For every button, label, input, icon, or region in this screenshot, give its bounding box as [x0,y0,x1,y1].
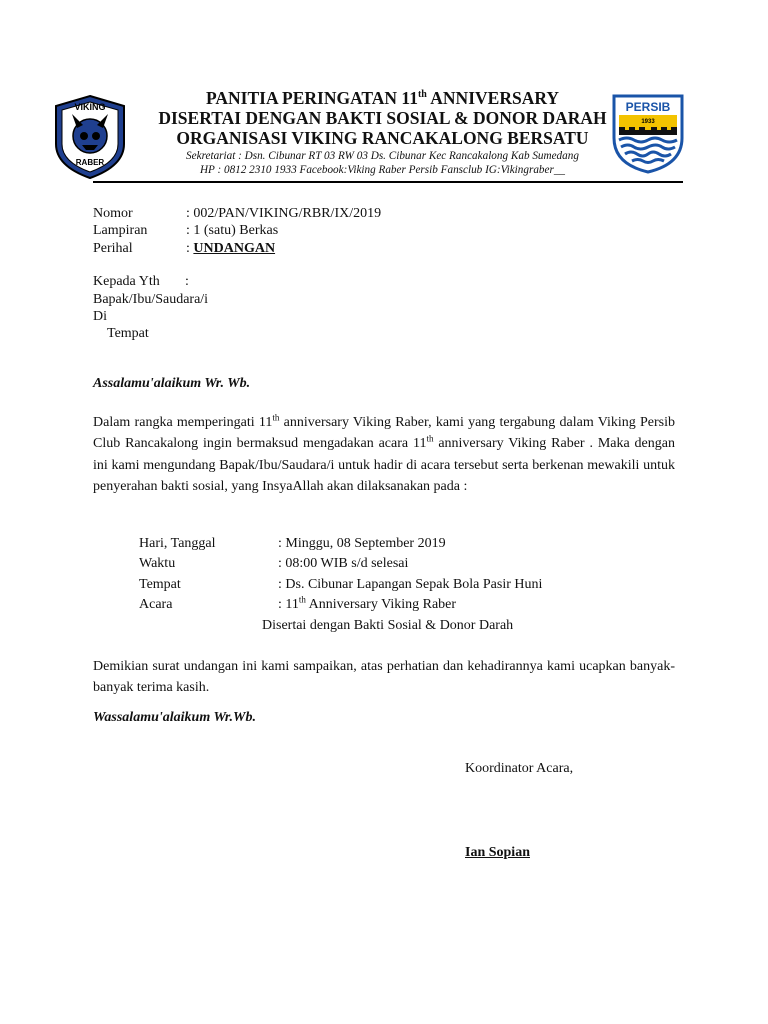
acara-extra: Disertai dengan Bakti Sosial & Donor Darah [262,618,514,633]
viking-logo-top-text: VIKING [74,102,106,112]
header-title-text: PANITIA PERINGATAN 11 [206,88,418,108]
header-divider [93,181,683,183]
header-address: Sekretariat : Dsn. Cibunar RT 03 RW 03 Ds. Cibunar Kec Rancakalong Kab Sumedang [186,150,579,162]
nomor-value: : 002/PAN/VIKING/RBR/IX/2019 [186,206,382,221]
closing-paragraph: Demikian surat undangan ini kami sampaikan, atas perhatian dan kehadirannya kami ucapkan banyak-banyak terima kasih. [93,659,675,696]
recipient-kepada: Kepada Yth [93,274,160,289]
body-sup-2: th [426,433,434,444]
body-text-b: anniversary Viking Raber, kami yang tergabung dalam Viking Persib Club Rancakalong ingin bermaksud mengadakan acara 11 [93,415,675,452]
lampiran-value: : 1 (satu) Berkas [186,223,279,238]
body-paragraph [93,412,675,497]
viking-logo-bottom-text: RABER [75,158,105,167]
viking-raber-logo [50,92,130,182]
perihal-subject: UNDANGAN [193,241,276,256]
header-contact: HP : 0812 2310 1933 Facebook:Viking Raber Persib Fansclub IG:Vikingraber__ [199,164,566,176]
signature-role: Koordinator Acara, [465,761,574,776]
nomor-label: Nomor [93,206,133,221]
header-title-text-end: ANNIVERSARY [426,88,559,108]
header-title-sup: th [417,89,427,101]
persib-logo-text: PERSIB [625,100,671,114]
header-title-line3: ORGANISASI VIKING RANCAKALONG BERSATU [176,128,589,148]
acara-value-sup: th [298,594,306,605]
signature-name: Ian Sopian [465,845,530,860]
lampiran-label: Lampiran [93,223,148,238]
waktu-label: Waktu [139,556,176,571]
persib-logo [610,92,686,176]
hari-value: : Minggu, 08 September 2019 [278,536,446,551]
persib-logo-year: 1933 [641,119,655,125]
opening-greeting: Assalamu'alaikum Wr. Wb. [93,376,251,391]
perihal-colon: : [186,241,194,256]
body-text-a: Dalam rangka memperingati 11 [93,415,273,430]
acara-label: Acara [139,597,173,612]
hari-label: Hari, Tanggal [139,536,216,551]
tempat-value: : Ds. Cibunar Lapangan Sepak Bola Pasir Huni [278,577,543,592]
perihal-value [186,241,275,257]
acara-value-pre: : 11 [278,597,299,612]
closing-greeting: Wassalamu'alaikum Wr.Wb. [93,710,256,725]
acara-value-post: Anniversary Viking Raber [305,597,457,612]
body-sup-1: th [272,412,280,423]
acara-value [278,594,457,613]
recipient-line3: Di [93,309,107,324]
tempat-label: Tempat [139,577,181,592]
recipient-line2: Bapak/Ibu/Saudara/i [93,292,209,307]
recipient-line4: Tempat [107,326,149,341]
body-text-c: anniversary Viking Raber . Maka dengan ini kami mengundang Bapak/Ibu/Saudara/i untuk hadir di acara tersebut serta berkenan mewakili untuk penyerahan bakti sosial, yang InsyaAllah akan dilaksanakan pada : [93,436,675,494]
waktu-value: : 08:00 WIB s/d selesai [278,556,409,571]
perihal-label: Perihal [93,241,133,256]
recipient-colon: : [185,274,189,289]
header-title-line2: DISERTAI DENGAN BAKTI SOSIAL & DONOR DARAH [158,108,607,128]
header-title-line1 [155,88,610,109]
